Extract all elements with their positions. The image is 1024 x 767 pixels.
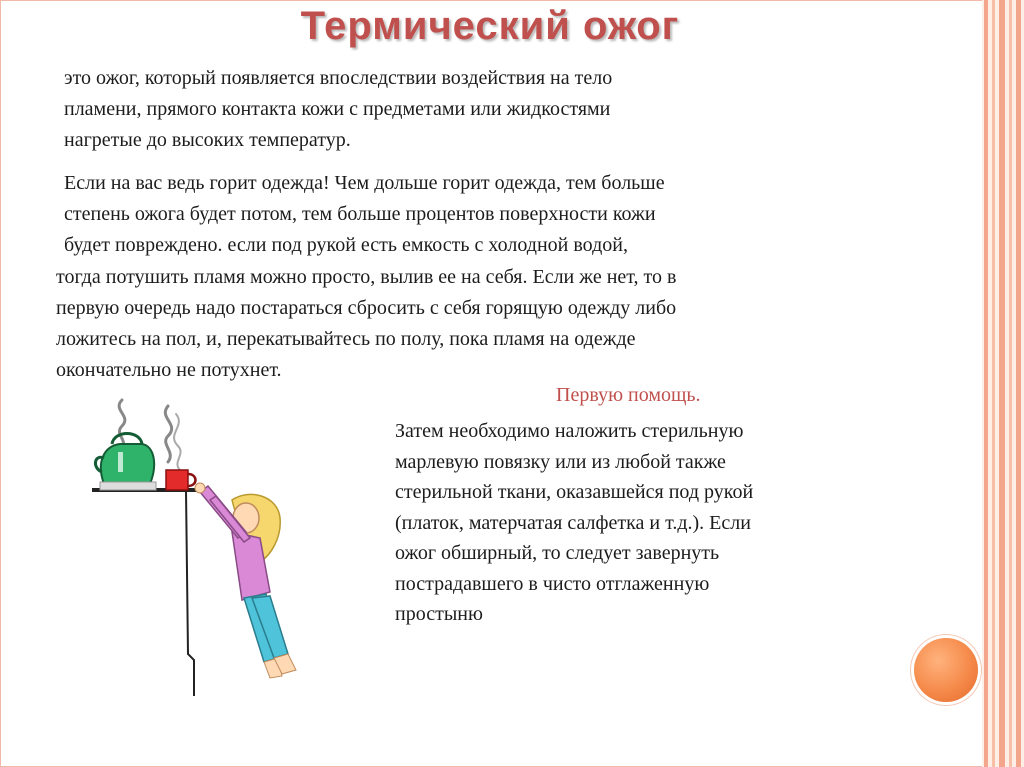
child-reaching-hot-kettle-illustration (82, 392, 312, 697)
first-aid-heading: Первую помощь. (556, 384, 701, 406)
steam-icon (174, 414, 181, 470)
kettle-icon (95, 434, 156, 491)
extinguish-paragraph: тогда потушить пламя можно просто, вылив ее на себя. Если же нет, то в первую очередь надо постараться сбросить с себя горящую одежду либо ложитесь на пол, и, перекатывайтесь по полу, пока пламя на одежде окончательно не потухнет. (56, 266, 677, 381)
slide-title: Термический ожог (300, 4, 680, 48)
cup-icon (166, 470, 196, 490)
steam-icon (165, 406, 171, 462)
first-aid-text: Затем необходимо наложить стерильную марлевую повязку или из любой также стерильной ткани, оказавшейся под рукой (платок, матерчатая салфетка и т.д.). Если ожог обширный, то следует завернуть пострадавшего в чисто отглаженную простыню (395, 420, 754, 625)
definition-paragraph: это ожог, который появляется впоследствии воздействия на тело пламени, прямого контакта кожи с предметами или жидкостями нагретые до высоких температур. (64, 67, 613, 151)
decorative-stripes (982, 0, 1024, 767)
orange-circle-decoration (914, 638, 978, 702)
burning-clothes-paragraph: Если на вас ведь горит одежда! Чем дольше горит одежда, тем больше степень ожога будет потом, тем больше процентов поверхности кожи будет повреждено. если под рукой есть емкость с холодной водой, (64, 172, 665, 256)
steam-icon (119, 400, 125, 448)
